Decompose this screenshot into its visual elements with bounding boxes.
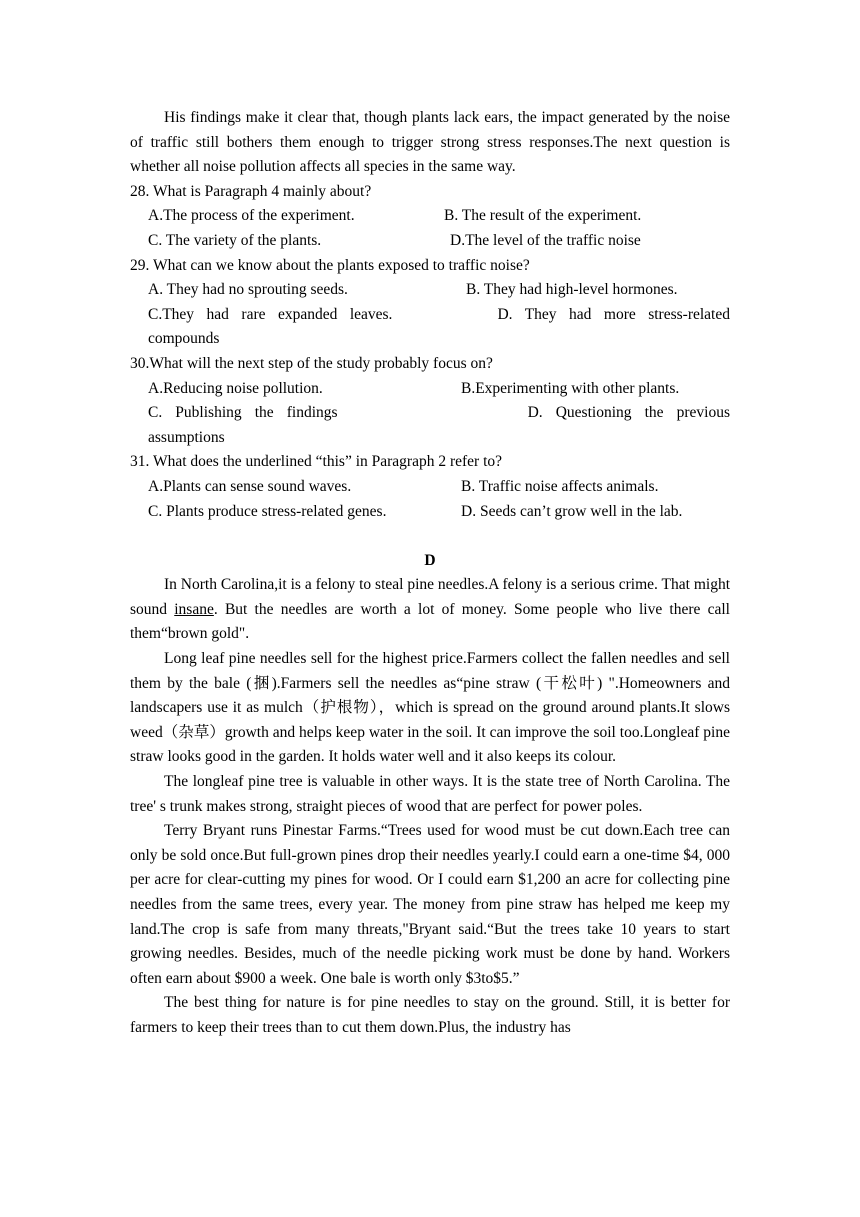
q30-option-a: A.Reducing noise pollution. bbox=[148, 379, 323, 397]
q31-option-b: B. Traffic noise affects animals. bbox=[461, 477, 659, 495]
q30-options-ab bbox=[130, 377, 730, 402]
paragraph-d4: Terry Bryant runs Pinestar Farms.“Trees used for wood must be cut down.Each tree can only be sold once.But full-grown pines drop their needles yearly.I could earn a one-time $4, 000 per acre for clear-cutting my pines for wood. Or I could earn $1,200 an acre for collecting pine needles from the same trees, every year. The money from pine straw has helped me keep my land.The crop is safe from many threats,"Bryant said.“But the trees take 10 years to start growing needles. Besides, much of the needle picking work must be done by hand. Workers often earn about $900 a week. One bale is worth only $3to$5.” bbox=[130, 822, 730, 987]
q28-option-b: B. The result of the experiment. bbox=[444, 207, 642, 225]
paragraph-top: His findings make it clear that, though plants lack ears, the impact generated by the noise of traffic still bothers them enough to trigger strong stress responses.The next question is whether all noise pollution affects all species in the same way. bbox=[130, 109, 730, 176]
paragraph-d1-end: . But the needles are worth a lot of money. Some people who live there call them“brown gold". bbox=[130, 600, 730, 643]
document-page bbox=[130, 106, 730, 1041]
q29-option-c: C.They had rare expanded leaves. bbox=[148, 305, 393, 323]
q31-options-cd bbox=[130, 500, 730, 525]
q31-options-ab bbox=[130, 475, 730, 500]
q28-option-c: C. The variety of the plants. bbox=[148, 231, 322, 249]
question-31: 31. What does the underlined “this” in Paragraph 2 refer to? bbox=[130, 453, 503, 471]
q31-option-d: D. Seeds can’t grow well in the lab. bbox=[461, 502, 683, 520]
paragraph-d3: The longleaf pine tree is valuable in other ways. It is the state tree of North Carolina. The tree' s trunk makes strong, straight pieces of wood that are perfect for power poles. bbox=[130, 773, 730, 815]
question-29: 29. What can we know about the plants exposed to traffic noise? bbox=[130, 256, 530, 274]
q30-option-d: D. Questioning the previous assumptions bbox=[148, 404, 730, 446]
paragraph-d2: Long leaf pine needles sell for the highest price.Farmers collect the fallen needles and sell them by the bale (捆).Farmers sell the needles as“pine straw (干松叶) ".Homeowners and landscapers use it as mulch（护根物），which is spread on the ground around plants.It slows weed（杂草）growth and helps keep water in the soil. It can improve the soil too.Longleaf pine straw looks good in the garden. It holds water well and it also keeps its colour. bbox=[130, 650, 730, 766]
q29-options-ab bbox=[130, 278, 730, 303]
q28-options-cd bbox=[130, 229, 730, 254]
section-heading: D bbox=[424, 551, 436, 569]
question-30: 30.What will the next step of the study probably focus on? bbox=[130, 354, 493, 372]
q30-option-c: C. Publishing the findings bbox=[148, 404, 338, 422]
paragraph-d1 bbox=[130, 573, 730, 647]
paragraph-d1-start: In North Carolina,it is a felony to steal pine needles.A felony is a serious crime. That might sound bbox=[130, 576, 730, 618]
q30-options-cd bbox=[130, 401, 730, 450]
q30-option-b: B.Experimenting with other plants. bbox=[461, 379, 680, 397]
q29-option-d: D. They had more stress-related compounds bbox=[148, 305, 730, 348]
q29-option-b: B. They had high-level hormones. bbox=[466, 281, 678, 299]
q29-options-cd bbox=[130, 303, 730, 352]
question-28: 28. What is Paragraph 4 mainly about? bbox=[130, 182, 372, 200]
q31-option-c: C. Plants produce stress-related genes. bbox=[148, 502, 387, 520]
q31-option-a: A.Plants can sense sound waves. bbox=[148, 477, 352, 495]
underlined-word: insane bbox=[174, 600, 214, 618]
q28-options-ab bbox=[130, 204, 730, 229]
q28-option-a: A.The process of the experiment. bbox=[148, 207, 355, 225]
q29-option-a: A. They had no sprouting seeds. bbox=[148, 281, 348, 299]
q28-option-d: D.The level of the traffic noise bbox=[450, 231, 641, 249]
paragraph-d5: The best thing for nature is for pine needles to stay on the ground. Still, it is better for farmers to keep their trees than to cut them down.Plus, the industry has bbox=[130, 994, 730, 1036]
